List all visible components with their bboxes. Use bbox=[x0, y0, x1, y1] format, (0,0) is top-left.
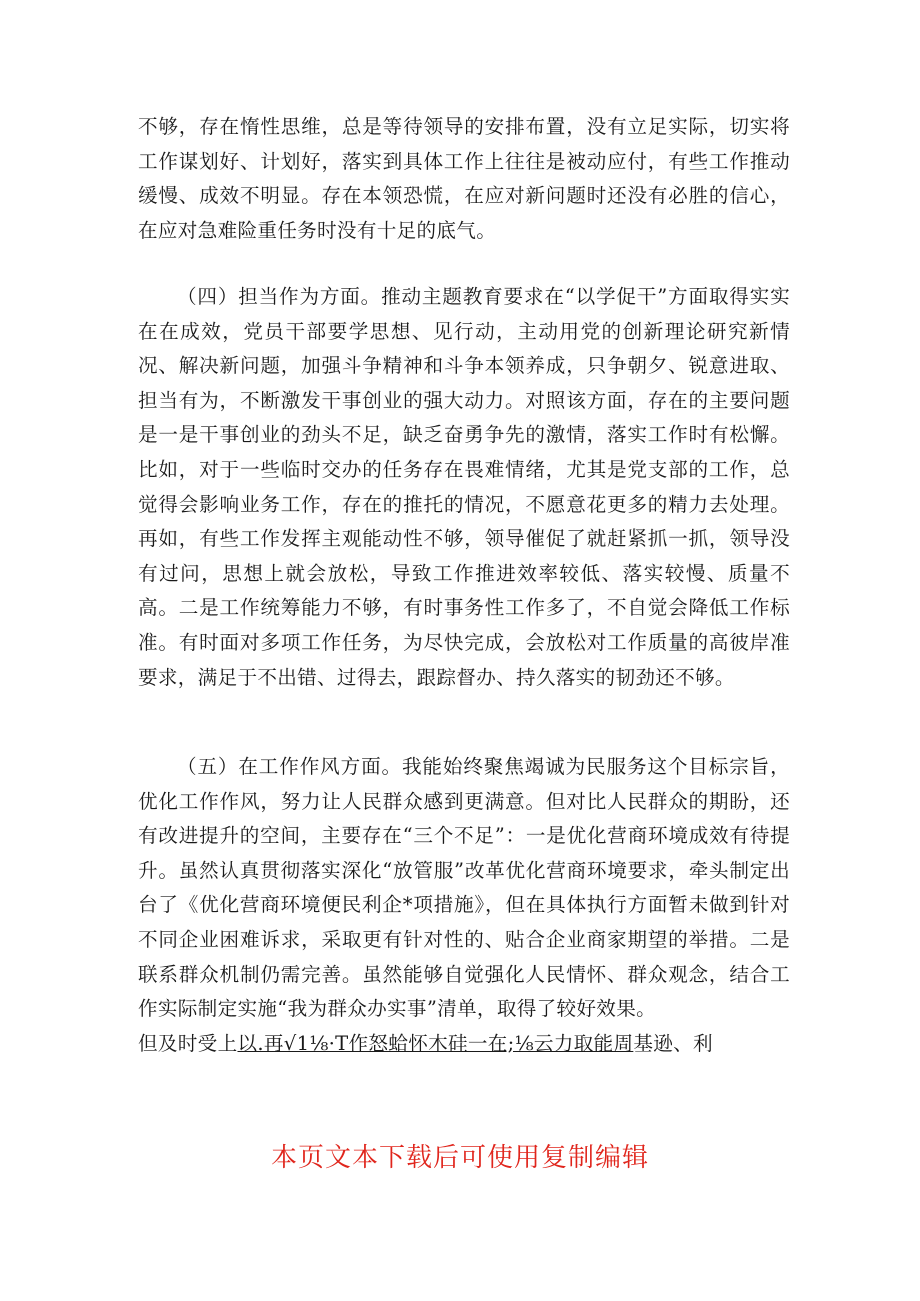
paragraph-section-5-text: （五）在工作作风方面。我能始终聚焦竭诚为民服务这个目标宗旨，优化工作作风，努力让人民群众感到更满意。但对比人民群众的期盼，还有改进提升的空间，主要存在“三个不足”：一是优化营商环境成效有待提升。虽然认真贯彻落实深化“放管服”改革优化营商环境要求，牵头制定出台了《优化营商环境便民利企*项措施》，但在具体执行方面暂未做到针对不同企业困难诉求，采取更有针对性的、贴合企业商家期望的举措。二是联系群众机制仍需完善。虽然能够自觉强化人民情怀、群众观念，结合工作实际制定实施“我为群众办实事”清单，取得了较好效果。 bbox=[138, 755, 790, 1021]
paragraph-continued: 不够，存在惰性思维，总是等待领导的安排布置，没有立足实际，切实将工作谋划好、计划好，落实到具体工作上往往是被动应付，有些工作推动缓慢、成效不明显。存在本领恐慌，在应对新问题时还没有必胜的信心，在应对急难险重任务时没有十足的底气。 bbox=[138, 115, 790, 242]
garbled-ocr-line bbox=[138, 1027, 790, 1062]
paragraph-section-4: （四）担当作为方面。推动主题教育要求在“以学促干”方面取得实实在在成效，党员干部要学思想、见行动，主动用党的创新理论研究新情况、解决新问题，加强斗争精神和斗争本领养成，只争朝夕、锐意进取、担当有为，不断激发干事创业的强大动力。对照该方面，存在的主要问题是一是干事创业的劲头不足，缺乏奋勇争先的激情，落实工作时有松懈。比如，对于一些临时交办的任务存在畏难情绪，尤其是党支部的工作，总觉得会影响业务工作，存在的推托的情况，不愿意花更多的精力去处理。再如，有些工作发挥主观能动性不够，领导催促了就赶紧抓一抓，领导没有过问，思想上就会放松，导致工作推进效率较低、落实较慢、质量不高。二是工作统筹能力不够，有时事务性工作多了，不自觉会降低工作标准。有时面对多项工作任务，为尽快完成，会放松对工作质量的高彼岸准要求，满足于不出错、过得去，跟踪督办、持久落实的韧劲还不够。 bbox=[138, 285, 790, 689]
garbled-part-2-underlined: 以.再√1⅛·T作怒蛤怀木硅一在;⅛云力取能周 bbox=[237, 1031, 634, 1055]
download-edit-notice: 本页文本下载后可使用复制编辑 bbox=[270, 1143, 649, 1173]
garbled-part-3: 基逊、利 bbox=[633, 1031, 713, 1055]
paragraph-section-5 bbox=[138, 750, 790, 1061]
garbled-part-1: 但及时受上 bbox=[138, 1031, 238, 1055]
